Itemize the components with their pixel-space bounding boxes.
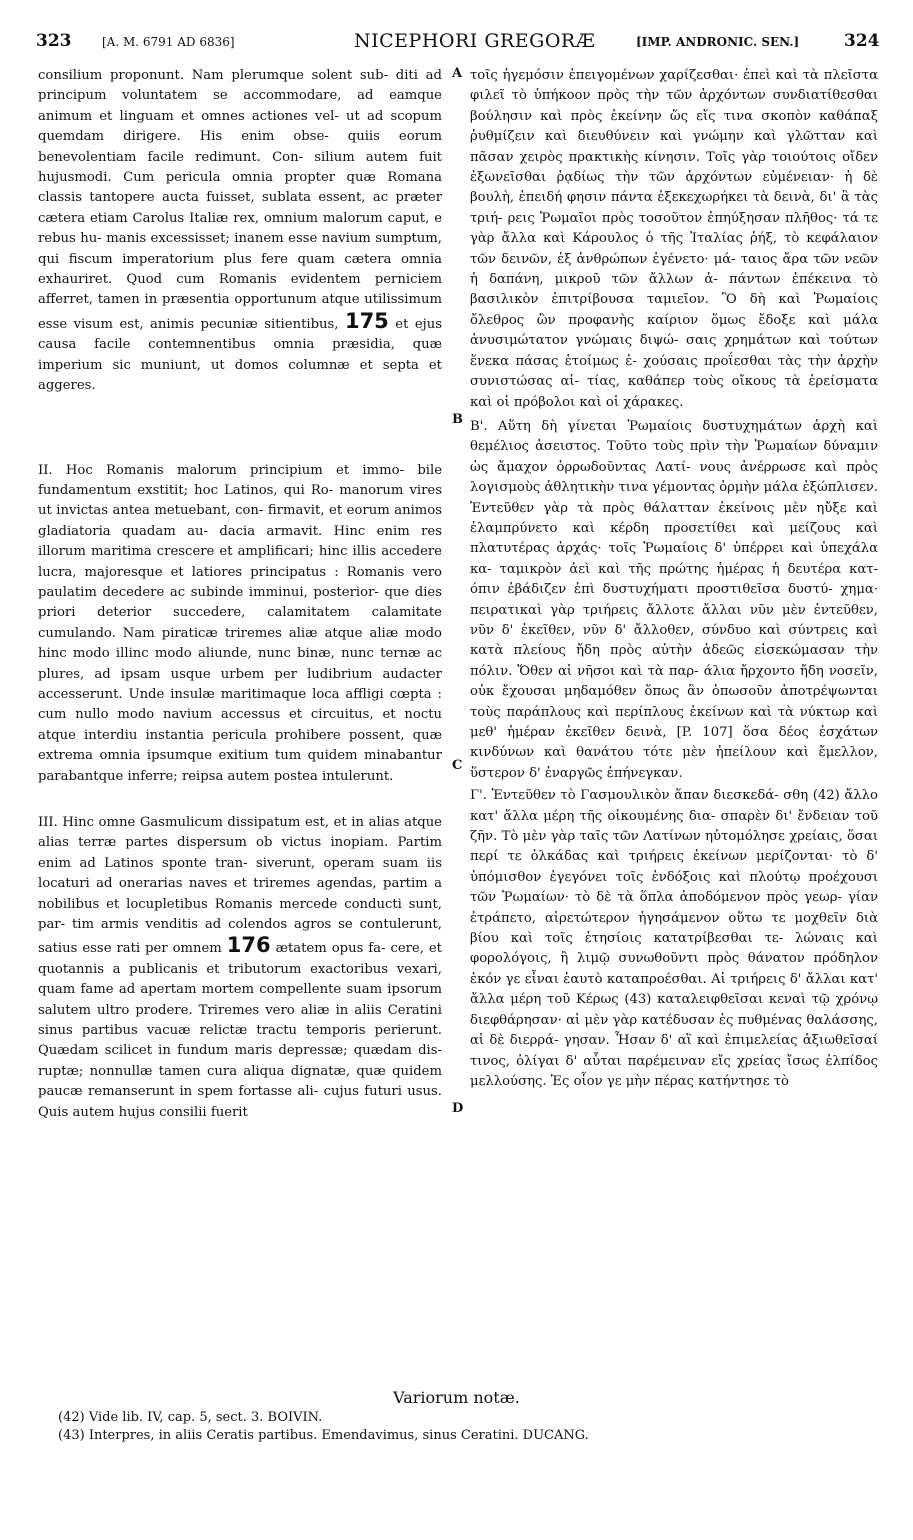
text-line: ταμικρὸν ἀεὶ καὶ τῆς πρώτης ἡμέρας ἡ δευτέρα κατ- <box>499 561 878 577</box>
text-line: inopiam. Partim enim ad Latinos sponte tran- <box>38 835 442 871</box>
text-line: δ' ἐναργῶς ἐπήνεγκαν. <box>529 765 683 781</box>
text-line: Ῥωμαίων δύναμιν ὡς ἄμαχον ὀρρωδοῦντας Λατί- <box>470 439 878 475</box>
text-line: insulæ maritimaque loca affligi cœpta : cum nullo <box>38 686 442 723</box>
text-line: καταλειφθεῖσαι κεναὶ τῷ χρόνῳ διεφθάρησαν· αἱ μὲν <box>470 992 878 1028</box>
text-line: πάντων ἐπέκεινα τὸ βασιλικὸν ἐπιτρίβουσα ταμιεῖον. <box>470 272 878 308</box>
right-page-number: 324 <box>844 31 880 51</box>
text-line: minabantur parabantque inferre; reipsa autem <box>38 748 442 784</box>
text-line: cere, et quotannis a publicanis et tributorum <box>38 941 442 977</box>
text-line: bile fundamentum exstitit; hoc Latinos, qui Ro- <box>38 462 442 498</box>
text-line: κεφάλαιον τῶν δεινῶν, ἐξ ἀνθρώπων ἐγένετο· μά- <box>470 231 878 267</box>
text-line: siverunt, operam suam iis locaturi ad onerarias <box>38 855 442 892</box>
text-line: χημα· πειρατικαὶ γὰρ τριήρεις ἄλλοτε ἄλλαι νῦν <box>470 582 878 618</box>
text-line: μὲν ἐντεῦθεν, νῦν δ' ἐκεῖθεν, νῦν δ' ἄλλοθεν, σύνδυο <box>470 602 878 638</box>
text-line: κίνησιν. Τοῖς γὰρ τοιούτοις οἴδεν ἐξωνεῖσθαι ῥᾳδίως <box>470 149 878 186</box>
text-line: μελλούσης. Ἐς οἷον γε μὴν πέρας κατήντησε τὸ <box>470 1073 789 1089</box>
text-line: γίαν ἐτράπετο, αἱρετώτερον ἡγησάμενον οὕτω τε <box>470 890 878 926</box>
margin-marker-d: D <box>452 1101 464 1116</box>
text-line: Triremes vero aliæ in aliis Ceratini sinus partibus <box>38 1002 442 1039</box>
migne-column-number: 176 <box>226 933 271 958</box>
text-line: firmavit, et eorum animos gladiatoria quadam au- <box>38 503 443 539</box>
text-line: σαις χρημάτων καὶ τούτων ἕνεκα πάσας ἑτοίμως ἐ- <box>470 333 878 369</box>
text-line: perniciem afferret, tamen in præsentia opportunum <box>38 272 442 308</box>
margin-marker-b: B <box>452 412 463 427</box>
text-line: calamitate cumulando. Nam piraticæ triremes aliæ <box>38 605 442 641</box>
text-line: καὶ θανάτου τότε μὲν ἠπείλουν καὶ ἔμελλον, ὕστερον <box>470 745 878 781</box>
page-header <box>36 26 881 56</box>
text-line: πρόβολοι καὶ οἱ χάρακες. <box>513 394 684 410</box>
text-line: exactoribus vexari, quam fame ad apertam mortem <box>38 961 442 998</box>
text-line: τοῖς ἡγεμόσιν ἑπειγομένων χαρίζεσθαι· ἐπεὶ καὶ τὰ <box>470 68 819 83</box>
text-line: συνδιατίθεσθαι βούλησιν καὶ πρὸς ἐκείνην ὥς εἴς <box>470 88 878 124</box>
right-header-label: [IMP. ANDRONIC. SEN.] <box>636 35 800 49</box>
text-line: paulatim decedere ac subinde imminui, posterior- <box>38 584 379 600</box>
text-line: sitientibus, <box>264 316 339 332</box>
text-line: tim armis venditis ad colendos agros se contulerunt, <box>71 917 442 933</box>
text-line: ὅπως ἂν ὁπωσοῦν ἀποτρέψωνται τοὺς παράπλους καὶ <box>470 684 878 720</box>
left-date-range: [A. M. 6791 AD 6836] <box>102 35 235 49</box>
text-line: εἰσεκώμασαν τὴν πόλιν. Ὅθεν αἱ νῆσοι καὶ τὰ παρ- <box>470 643 878 679</box>
text-line: vacuæ relictæ tractu temporis perierunt. Quædam <box>38 1023 442 1059</box>
text-line: silium autem fuit hujusmodi. Cum pericula omnia <box>38 149 442 186</box>
text-line: satius esse rati per omnem <box>38 941 222 957</box>
text-line: modo navium accessus et circuitus, et noctu atque <box>38 707 443 743</box>
text-line: extrema omnia ipsumque exitium tum quidem <box>38 748 358 764</box>
text-line: σθη (42) ἄλλο κατ' ἄλλα μέρη τῆς οἰκουμένης δια- <box>470 788 878 824</box>
text-line: Italiæ rex, omnium malorum caput, e rebus hu- <box>38 210 442 247</box>
text-line: μοχθεῖν διὰ βίου καὶ τοῖς ἐτησίοις κατατρίβεσθαι τε- <box>470 910 878 947</box>
notes-heading: Variorum notæ. <box>393 1388 520 1407</box>
text-line: quiis eorum benevolentiam facile redimunt. Con- <box>38 129 442 165</box>
text-line: ἀρχάς· τοῖς Ῥωμαίοις δ' ὑπέρρει καὶ ὑπεχάλα κα- <box>470 541 878 577</box>
text-line: ρεις Ῥωμαῖοι πρὸς τοσοῦτον ἐπηύξησαν πλῆθος· τά <box>507 210 859 226</box>
text-line: νους ἀνέρρωσε καὶ πρὸς λογισμοὺς ἀθλητικὴν τινα <box>470 459 878 496</box>
text-line: interdiu instantia pericula prohibere possent, quæ <box>84 727 442 743</box>
text-line: sublata essent, ac præter cætera etiam Carolus <box>38 190 442 226</box>
text-line: θάνατον πρόδηλον ἐκόν γε εἶναι ἑαυτὸ καταπροέσθαι. <box>470 951 879 987</box>
text-line: diti ad principum voluntatem se accommodare, ad <box>38 68 442 104</box>
migne-column-number: 175 <box>344 308 389 333</box>
greek-column <box>470 66 878 1092</box>
text-line: λώναις καὶ φορολόγοις, ἢ λιμῷ συνωθοῦντι πρὸς <box>470 931 878 967</box>
text-line: φησιν πάντα ἐξεκεχωρήκει τὰ δεινὰ, δι' ἃ τὰς τριή- <box>470 190 878 226</box>
text-line: manis excessisset; inanem esse navium sumptum, <box>106 231 442 247</box>
text-line: ἐγεγόνει τοῖς ἐνδόξοις καὶ πλούτῳ προέχουσι τῶν <box>470 869 878 906</box>
text-line: postea intulerunt. <box>273 768 394 784</box>
greek-paragraph-2 <box>470 417 878 784</box>
margin-marker-a: A <box>452 66 463 81</box>
text-line: καὶ σύντρεις καὶ κατὰ πλείους ἤδη πρὸς αὐτὴν ἀδεῶς <box>470 622 878 659</box>
text-line: III. Hinc omne Gasmulicum dissipatum est, et in <box>38 815 365 830</box>
text-line: omnia exhauriret. Quod cum Romanis evidentem <box>38 251 442 288</box>
text-line: crescere et amplificari; hinc illis accedere lucra, <box>38 544 442 580</box>
text-line: ἐκεῖθεν δεινὰ, [P. 107] ὅσα δέος ἐσχάτων κινδύνων <box>470 725 878 761</box>
text-line: περίπλους ἐκείνων καὶ τὰ νύκτωρ καὶ μεθ' ἡμέραν <box>470 704 878 740</box>
text-line: compellente suam ipsorum salutem ultro prodere. <box>38 982 442 1018</box>
text-line: Λατίνων ηὐτομόλησε χρείαις, ὅσαι περί τε ὁλκάδας <box>470 829 879 865</box>
text-line: ἀρχὴ καὶ θεμέλιος ἀσειστος. Τοῦτο τοὺς πρὶν τὴν <box>470 418 878 455</box>
text-line: alias atque alias terræ partes dispersum ob victus <box>38 815 442 851</box>
text-line: manorum vires ut invictas antea metuebant, con- <box>38 482 443 519</box>
latin-paragraph-2 <box>38 461 442 788</box>
text-line: άλια ἤρχοντο ἤδη νοσεῖν, οὐκ ἔχουσαι μηδαμόθεν <box>470 663 878 700</box>
text-line: τὴν τῶν ἀρχόντων εὐμένειαν· ἡ δὲ βουλὴ, ἐπειδή <box>470 170 878 206</box>
text-line: γνώμην καὶ γλῶτταν καὶ πᾶσαν χειρὸς πρακτικὴς <box>470 129 878 165</box>
text-line: πρὸς θάλατταν ἐκείνοις μὲν ηὔξε καὶ ἐλαμπρύνετο <box>470 500 878 536</box>
text-line: Αἱ τριήρεις δ' ἄλλαι κατ' ἄλλα μέρη τοῦ Κέρως (43) <box>470 971 878 1008</box>
text-line: nunc binæ, nunc ternæ ac plures, ad ipsam usque <box>38 646 442 682</box>
text-line: atque utilissimum esse visum est, animis pecuniæ <box>38 292 443 332</box>
text-line: qui fiscum imperatorium plus fere quam cætera <box>38 251 392 267</box>
text-line: ut ad scopum quemdam dirigere. His enim obse- <box>38 108 442 145</box>
margin-marker-c: C <box>452 758 463 773</box>
running-title: NICEPHORI GREGORÆ <box>354 30 596 52</box>
text-line: γέμοντας ὁρμὴν μάλα ἐξώπλισεν. Ἐντεῦθεν γὰρ τὰ <box>470 480 878 516</box>
greek-paragraph-1 <box>470 66 878 413</box>
greek-paragraph-3 <box>470 786 878 1092</box>
text-line: quidem paucæ remanserunt in spem fortasse ali- <box>38 1063 442 1100</box>
text-line: omnia præsidia, quæ imperium sic muniunt, ut <box>38 337 442 373</box>
latin-column <box>38 66 442 1123</box>
text-line: II. Hoc Romanis malorum principium et immo- <box>38 462 405 478</box>
text-line: locupletibus Romanis mercede conducti sunt, par- <box>38 896 443 933</box>
latin-paragraph-1 <box>38 66 442 397</box>
text-line: Γ'. Ἐντεῦθεν τὸ Γασμουλικὸν ἅπαν διεσκεδά- <box>470 788 779 804</box>
text-line: γησαν. Ἦσαν δ' αἳ καὶ ἐπιμελείας ἀξιωθεῖσαί τινος, <box>470 1033 878 1069</box>
text-line: χούσαις προΐεσθαι τὰς τὴν ἀρχὴν συνιστώσας αἰ- <box>470 353 878 390</box>
text-line: όπιν ἐβάδιζεν ἐπὶ δυστυχήματι προστιθεῖσα δυστύ- <box>470 582 833 598</box>
text-line: ætatem opus fa- <box>275 941 386 957</box>
text-line: Ῥωμαίων· τὸ δὲ τὰ ὅπλα ἀποδόμενον πρὸς γεωρ- <box>502 890 842 906</box>
text-line: et ejus causa facile contemnentibus <box>38 316 442 353</box>
text-line: naves et triremes agendas, partim a nobilibus et <box>38 876 442 912</box>
text-line: ὀλίγαι δ' αὗται παρέμειναν εἴς χρείας ἴσως ἐλπίδος <box>516 1053 878 1069</box>
text-line: τε γὰρ ἄλλα καὶ Κάρουλος ὁ τῆς Ἰταλίας ῥήξ, τὸ <box>470 210 878 247</box>
text-line: Β'. Αὕτη δὴ γίνεται Ῥωμαίοις δυστυχημάτων <box>470 418 803 434</box>
text-line: ruptæ; nonnullæ tamen cura aliqua dignatæ, quæ <box>38 1063 386 1079</box>
text-line: καὶ κέρδη προσετίθει καὶ μείζους καὶ πλατυτέρας <box>470 520 878 557</box>
left-page-number: 323 <box>36 31 72 51</box>
footnote-43: (43) Interpres, in aliis Ceratis partibus. Emendavimus, sinus Ceratini. DUCANG. <box>58 1428 589 1443</box>
text-line: dacia armavit. Hinc enim res illorum maritima <box>38 523 442 560</box>
text-line: σπαρὲν δι' ἔνδειαν τοῦ ζῆν. Τὸ μὲν γὰρ ταῖς τῶν <box>470 808 878 845</box>
text-line: ταιος ἄρα τῶν νεῶν ἡ δαπάνη, μικροῦ τῶν ἄλλων ἁ- <box>470 251 878 288</box>
text-line: domos columnæ et septa et aggeres. <box>38 357 442 394</box>
text-line: urbem per ludibrium audacter accesserunt. Unde <box>38 666 442 702</box>
footnote-42: (42) Vide lib. IV, cap. 5, sect. 3. BOIVIN. <box>58 1410 323 1425</box>
latin-paragraph-3 <box>38 813 442 1123</box>
text-line: τινα σκοπὸν καθάπαξ ῥυθμίζειν καὶ διευθύνειν καὶ <box>470 108 878 145</box>
text-line: consilium proponunt. Nam plerumque solent sub- <box>38 68 389 83</box>
text-line: propter quæ Romana classis tantopere aucta fuisset, <box>38 170 442 206</box>
text-line: ὅμως ἔδοξε καὶ μάλα ἀνυσιμώτατον γνώμαις διψώ- <box>470 312 878 349</box>
text-line: atque aliæ modo hinc modo illinc modo aliunde, <box>38 625 442 662</box>
text-line: γὰρ κατέδυσαν ἐς πυθμένας θαλάσσης, αἱ δὲ διερρά- <box>470 1012 878 1049</box>
text-line: Ὃ δὴ καὶ Ῥωμαίοις ὄλεθρος ὢν προφανὴς καίριον <box>470 292 878 328</box>
text-line: scilicet in fundum maris depressæ; quædam dis- <box>104 1043 442 1059</box>
text-line: eamque animum et linguam et omnes actiones vel- <box>38 88 442 124</box>
text-line: cujus futuri usus. Quis autem hujus consilii fuerit <box>38 1084 442 1120</box>
text-line: τίας, καθάπερ τοὺς οἴκους τὰ ἐρείσματα καὶ οἱ <box>470 374 878 410</box>
text-line: que dies priori deterior succedere, calamitatem <box>38 584 442 621</box>
text-line: majoresque et latiores principatus : Romanis vero <box>84 564 442 580</box>
text-line: πλεῖστα φιλεῖ τὸ ὑπήκοον πρὸς τὴν τῶν ἀρχόντων <box>470 68 878 104</box>
text-line: καὶ τριήρεις ἐκείνων μερίζονται· τὸ δ' ὑπόμισθον <box>470 849 878 885</box>
